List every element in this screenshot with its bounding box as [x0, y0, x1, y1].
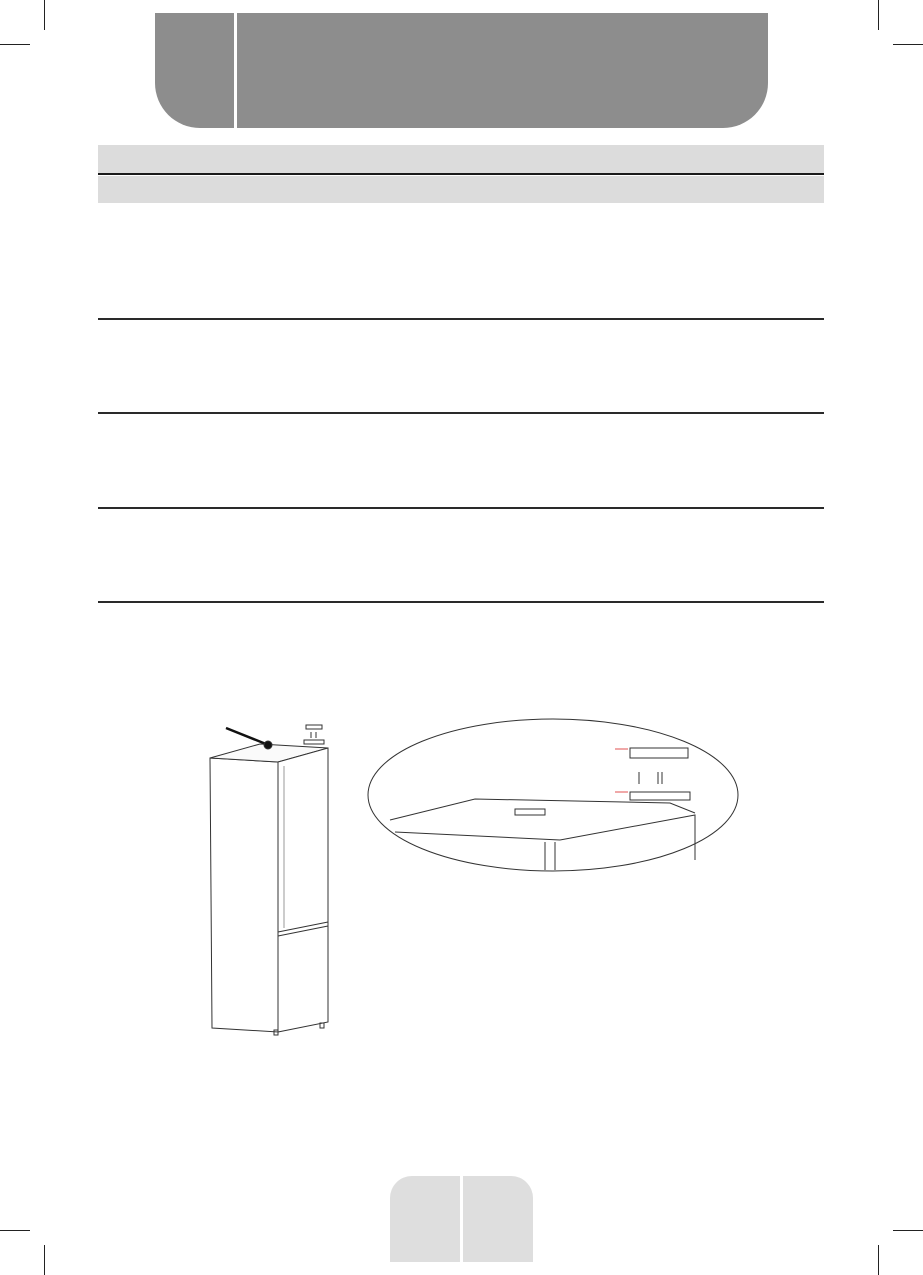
header-chapter-tab [155, 13, 234, 128]
section-heading-divider [98, 173, 824, 175]
crop-mark-tl-v [44, 0, 45, 30]
installation-figure [190, 710, 750, 1060]
section-heading-bar [98, 145, 824, 173]
header-title-tab [237, 13, 768, 128]
refrigerator-illustration [210, 725, 328, 1035]
footer-page-tab-right [463, 1176, 533, 1262]
content-rule-4 [98, 601, 824, 603]
footer-page-tab-left [390, 1176, 460, 1262]
content-rule-1 [98, 318, 824, 320]
crop-mark-tr-h [893, 44, 923, 45]
crop-mark-br-h [893, 1230, 923, 1231]
crop-mark-bl-v [44, 1245, 45, 1275]
content-rule-2 [98, 412, 824, 414]
crop-mark-tr-v [878, 0, 879, 30]
content-rule-3 [98, 507, 824, 509]
section-subheading-bar [98, 176, 824, 203]
crop-mark-br-v [878, 1245, 879, 1275]
hinge-detail-magnified-view [368, 719, 738, 871]
crop-mark-tl-h [0, 44, 30, 45]
refrigerator-diagram-svg [190, 710, 750, 1060]
crop-mark-bl-h [0, 1230, 30, 1231]
